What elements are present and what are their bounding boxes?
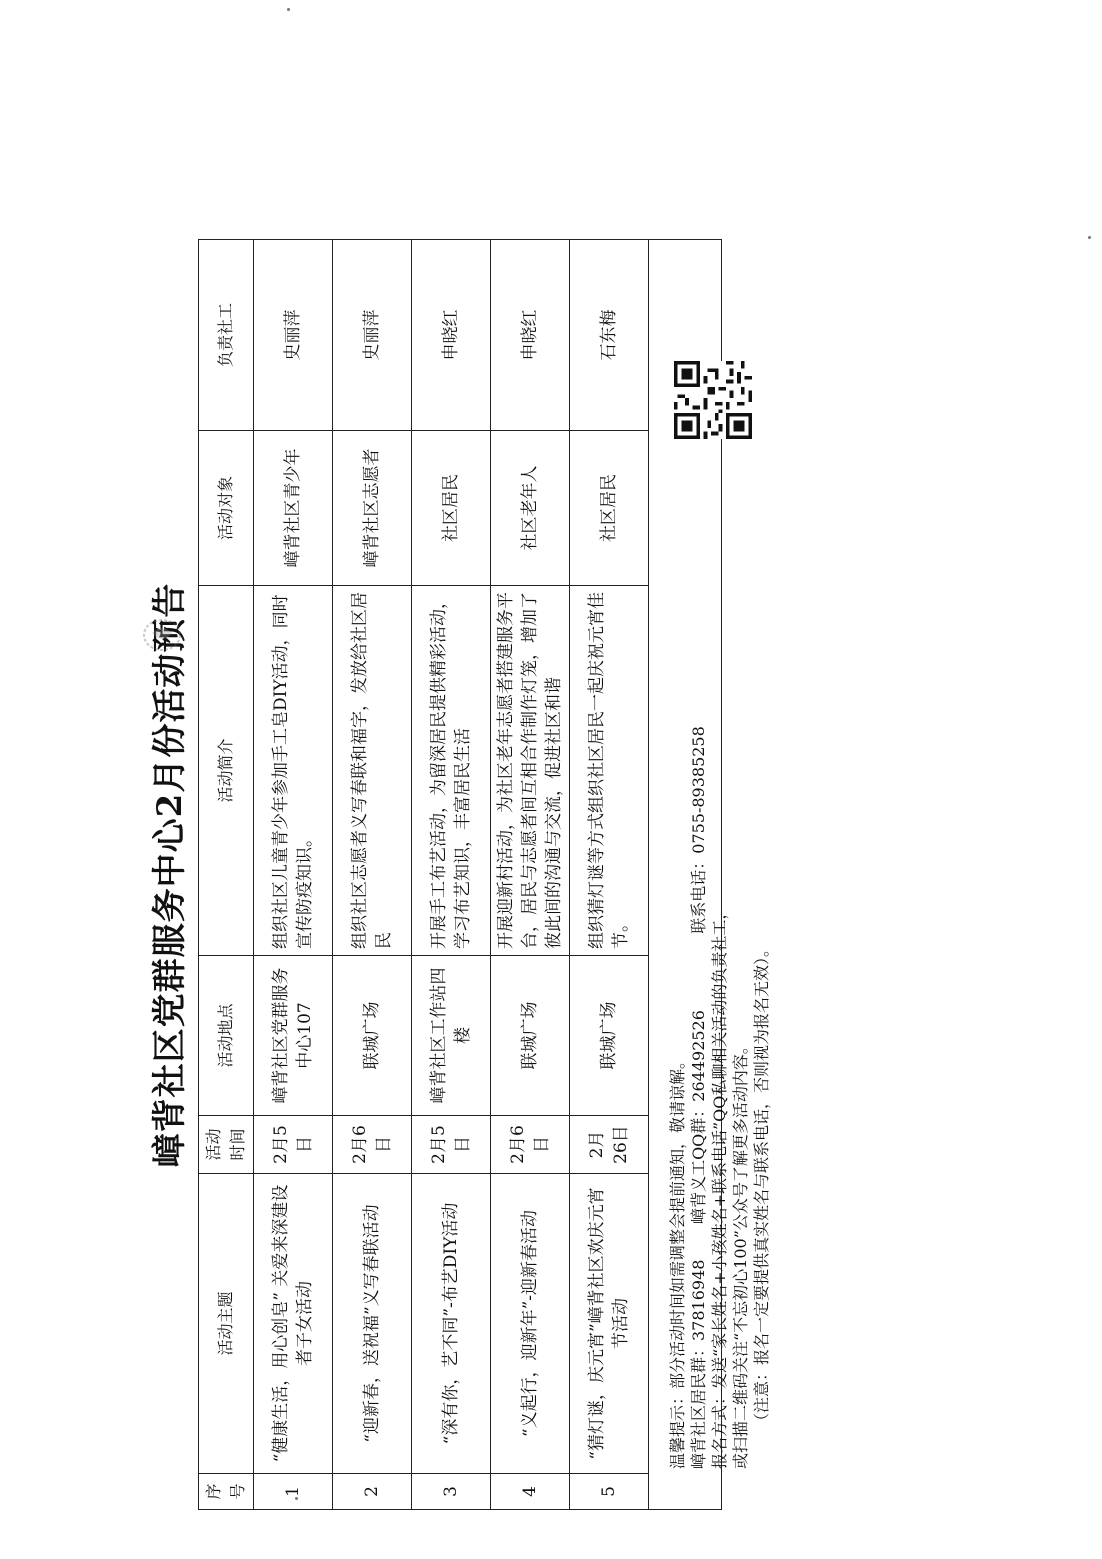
- row-intro: 开展手工布艺活动，为留深居民提供精彩活动，学习布艺知识，丰富居民生活: [412, 586, 491, 956]
- row-intro: 组织猜灯谜等方式组织社区居民一起庆祝元宵佳节。: [570, 586, 649, 956]
- table-header-row: [199, 240, 254, 1510]
- row-theme: “猜灯谜，庆元宵”嶂背社区欢庆元宵节活动: [570, 1174, 649, 1474]
- row-time: 2月5日: [412, 1116, 491, 1174]
- notes-line-1: 温馨提示：部分活动时间如需调整会提前通知，敬请谅解。: [668, 1052, 687, 1469]
- volunteer-qq-group: 嶂背义工QQ群：264492526: [689, 1010, 708, 1224]
- row-target: 社区居民: [412, 431, 491, 586]
- table-row: [491, 240, 570, 1510]
- document-sheet: [140, 210, 771, 1540]
- row-time: 2月5日: [254, 1116, 333, 1174]
- scan-speck: [287, 8, 290, 11]
- row-no: 3: [412, 1474, 491, 1510]
- header-theme: 活动主题: [199, 1174, 254, 1474]
- header-intro: 活动简介: [199, 586, 254, 956]
- row-time: 2月26日: [570, 1116, 649, 1174]
- row-theme: “迎新春，送祝福”义写春联活动: [333, 1174, 412, 1474]
- row-place: 联城广场: [570, 956, 649, 1116]
- row-worker: 申晓红: [412, 240, 491, 431]
- resident-group: 嶂背社区居民群：37816948: [689, 1259, 708, 1469]
- row-no: 5: [570, 1474, 649, 1510]
- faded-stamp-icon: [140, 615, 184, 655]
- row-no: 4: [491, 1474, 570, 1510]
- row-place: 联城广场: [333, 956, 412, 1116]
- notes-line-2: [688, 549, 709, 1469]
- page-title: 嶂背社区党群服务中心2月份活动预告: [150, 582, 190, 1168]
- contact-phone: 联系电话：0755-89385258: [689, 726, 708, 934]
- row-no: 2: [333, 1474, 412, 1510]
- row-intro: 组织社区儿童青少年参加手工皂DIY活动，同时宣传防疫知识。: [254, 586, 333, 956]
- activity-table: [198, 239, 771, 1510]
- row-theme: “义起行，迎新年”-迎新春活动: [491, 1174, 570, 1474]
- table-row: [254, 240, 333, 1510]
- table-row: [333, 240, 412, 1510]
- header-place: 活动地点: [199, 956, 254, 1116]
- table-row: [412, 240, 491, 1510]
- row-worker: 申晓红: [491, 240, 570, 431]
- notes-cell: [649, 240, 771, 1510]
- qr-code-icon: [674, 361, 752, 439]
- row-worker: 石东梅: [570, 240, 649, 431]
- table-row: [570, 240, 649, 1510]
- row-target: 嶂背社区青少年: [254, 431, 333, 586]
- header-worker: 负责社工: [199, 240, 254, 431]
- row-time: 2月6日: [491, 1116, 570, 1174]
- row-place: 嶂背社区工作站四楼: [412, 956, 491, 1116]
- row-theme: “健康生活，用心创皂” 关爱来深建设者子女活动: [254, 1174, 333, 1474]
- notes-line-3: 报名方式：发送“家长姓名+小孩姓名+联系电话”QQ私聊相关活动的负责社工，: [710, 903, 729, 1469]
- row-time: 2月6日: [333, 1116, 412, 1174]
- header-target: 活动对象: [199, 431, 254, 586]
- row-target: 社区居民: [570, 431, 649, 586]
- header-no: 序号: [199, 1474, 254, 1510]
- row-worker: 史丽萍: [333, 240, 412, 431]
- row-place: 嶂背社区党群服务中心107: [254, 956, 333, 1116]
- row-place: 联城广场: [491, 956, 570, 1116]
- row-no: 1: [254, 1474, 333, 1510]
- row-intro: 开展迎新村活动，为社区老年志愿者搭建服务平台，居民与志愿者间互相合作制作灯笼，增加了彼此间的沟通与交流，促进社区和谐: [491, 586, 570, 956]
- notes-line-4: 或扫描二维码关注“不忘初心100”公众号了解更多活动内容。: [731, 1038, 750, 1469]
- notes-row: [649, 240, 722, 1510]
- row-intro: 组织社区志愿者义写春联和福字，发放给社区居民: [333, 586, 412, 956]
- notes-line-5: （注意：报名一定要提供真实姓名与联系电话，否则视为报名无效）。: [752, 940, 771, 1429]
- row-worker: 史丽萍: [254, 240, 333, 431]
- scan-speck: [1088, 236, 1091, 239]
- notes-block: [667, 549, 772, 1469]
- row-target: 嶂背社区志愿者: [333, 431, 412, 586]
- row-theme: “深有你，艺不同”-布艺DIY活动: [412, 1174, 491, 1474]
- scan-speck: [295, 1497, 298, 1500]
- row-target: 社区老年人: [491, 431, 570, 586]
- header-time: 活动时间: [199, 1116, 254, 1174]
